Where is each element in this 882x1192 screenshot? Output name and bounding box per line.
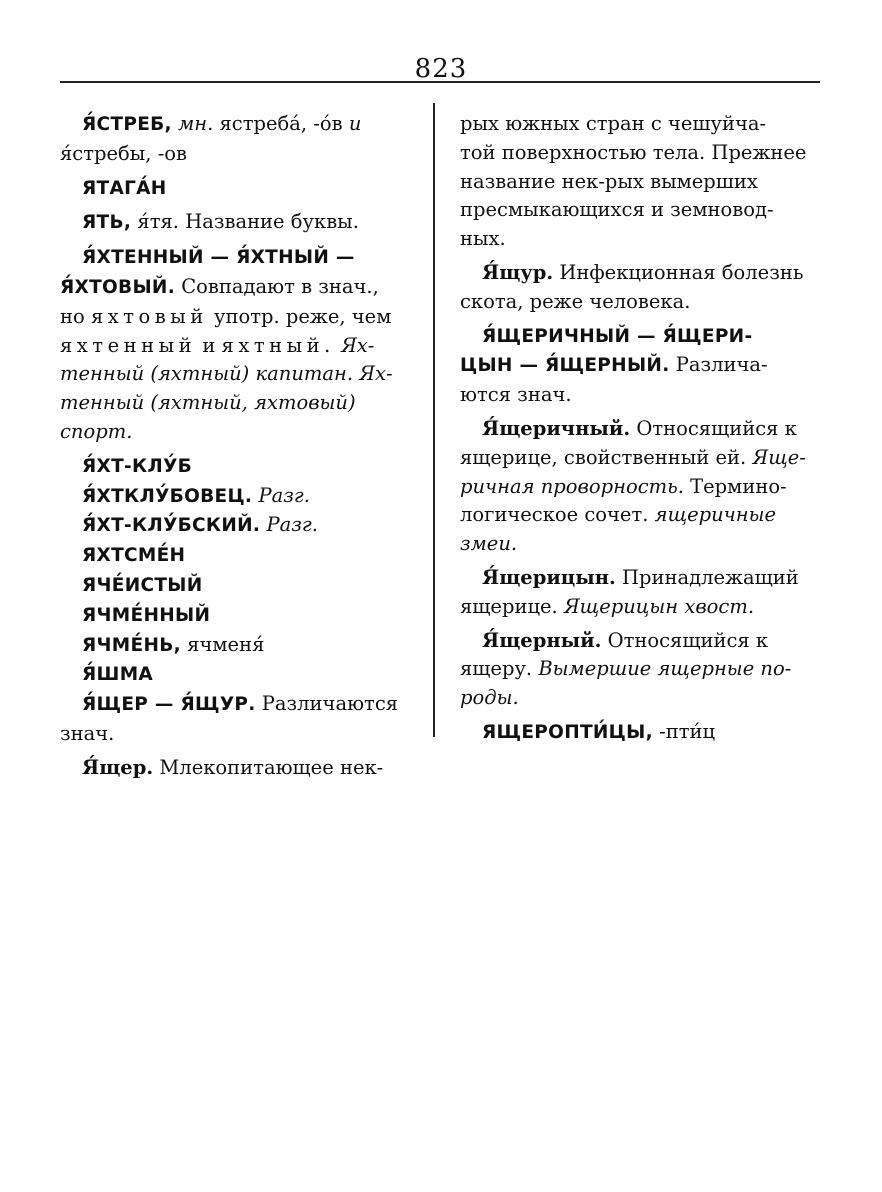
- headword: Я́щер.: [82, 755, 154, 779]
- entry-text: знач.: [60, 721, 115, 745]
- entry-text: Совпадают в знач.,: [181, 274, 379, 298]
- entry-text: Относящийся к: [636, 416, 797, 440]
- entry-yachmenny: [60, 601, 416, 631]
- entry-text: Млекопитающее нек-: [159, 755, 384, 779]
- example: ричная проворность.: [460, 474, 684, 498]
- example: Вымершие ящерные по-: [538, 657, 792, 681]
- entry-yakhtsmen: [60, 541, 416, 571]
- example: роды.: [460, 686, 519, 710]
- headword: Я́щур.: [482, 260, 554, 284]
- page-number: 823: [414, 54, 468, 84]
- headword: Я́щерицын.: [482, 565, 616, 589]
- entry-text: но: [60, 304, 85, 328]
- entry-text: -пти́ц: [659, 719, 716, 743]
- entry-yat: [60, 208, 416, 238]
- headword: Я́ХТЕННЫЙ — Я́ХТНЫЙ —: [82, 247, 355, 269]
- entry-yashcher: [60, 754, 416, 783]
- entry-text: и: [202, 333, 216, 357]
- entry-text: скота, реже человека.: [460, 289, 691, 313]
- headword: ЯЧМЕ́НЬ,: [82, 634, 181, 656]
- entry-yashcherichny-group: [460, 322, 820, 410]
- example: тенный: [60, 391, 145, 415]
- abbrev: Разг.: [266, 513, 318, 537]
- entry-yacheisty: [60, 571, 416, 601]
- headword: Я́ХТОВЫЙ.: [60, 276, 176, 298]
- headword: ЯХТСМЕ́Н: [82, 545, 186, 567]
- entry-text: ных.: [460, 227, 506, 251]
- entry-text: ящерице, свойственный ей.: [460, 445, 747, 469]
- entry-text: название нек-рых вымерших: [460, 169, 758, 193]
- entry-yakhtenny: [60, 243, 416, 447]
- entry-text: ячменя́: [187, 632, 265, 656]
- entry-yakhtklubovets: [60, 482, 416, 512]
- example: (яхтный, яхтовый): [150, 391, 356, 415]
- example: спорт.: [60, 419, 133, 443]
- entry-yatagan: [60, 174, 416, 204]
- headword: Я́ХТКЛУ́БОВЕЦ.: [82, 485, 253, 507]
- headword: ЯТАГА́Н: [82, 177, 167, 199]
- headword: ЦЫН — Я́ЩЕРНЫЙ.: [460, 355, 670, 377]
- entry-yashcheritsyn: [460, 564, 820, 622]
- entry-text: той поверхностью тела. Прежнее: [460, 140, 807, 164]
- conjunction: и: [348, 112, 362, 135]
- entry-yastreb: [60, 110, 416, 169]
- entry-text: я́стребы, -ов: [60, 141, 187, 165]
- headword: Я́ЩЕРИЧНЫЙ — Я́ЩЕРИ-: [482, 325, 753, 347]
- entry-text: я́тя. Название буквы.: [137, 210, 359, 234]
- entry-text: Принадлежащий: [622, 565, 799, 589]
- headword: Я́ХТ-КЛУ́БСКИЙ.: [82, 515, 261, 537]
- entry-text: Различа-: [675, 353, 768, 377]
- entry-yashchur: [460, 259, 820, 317]
- entry-yashcherichny: [460, 415, 820, 559]
- spaced-word: яхтовый: [90, 304, 208, 328]
- entry-yashcher-continued: [460, 110, 820, 254]
- entry-text: ящерице.: [460, 594, 558, 618]
- headword: ЯЧМЕ́ННЫЙ: [82, 604, 211, 626]
- left-column: [60, 110, 416, 783]
- entry-text: пресмыкающихся и земновод-: [460, 198, 774, 222]
- entry-yakht-klub: [60, 452, 416, 482]
- entry-text: ястреба́, -о́в: [219, 112, 343, 135]
- headword: ЯТЬ,: [82, 212, 132, 234]
- entry-text: Относящийся к: [607, 628, 769, 652]
- entry-text: употр. реже, чем: [213, 304, 392, 328]
- abbrev: мн.: [178, 112, 214, 135]
- abbrev: Разг.: [258, 483, 310, 507]
- headword: Я́щерный.: [482, 628, 602, 652]
- headword: ЯЩЕРОПТИ́ЦЫ,: [482, 721, 653, 743]
- entry-yashcheroptitsy: [460, 718, 820, 748]
- column-divider: [433, 103, 435, 737]
- headword: Я́ЩЕР — Я́ЩУР.: [82, 694, 256, 716]
- entry-text: Термино-: [690, 474, 787, 498]
- example: Яще-: [752, 445, 806, 469]
- example: Ящерицын хвост.: [563, 594, 755, 618]
- entry-yashcher-yashchur: [60, 690, 416, 749]
- spaced-word: яхтенный: [60, 333, 197, 357]
- spaced-word: яхтный.: [221, 333, 335, 357]
- entry-text: рых южных стран с чешуйча-: [460, 112, 767, 135]
- headword: Я́СТРЕБ,: [82, 114, 172, 135]
- headword: ЯЧЕ́ИСТЫЙ: [82, 574, 203, 596]
- headword: Я́ХТ-КЛУ́Б: [82, 455, 193, 477]
- entry-yashma: [60, 660, 416, 690]
- entry-text: ются знач.: [460, 383, 572, 407]
- example: тенный: [60, 362, 145, 386]
- headword: Я́щеричный.: [482, 416, 631, 440]
- example: (яхтный): [150, 362, 250, 386]
- entry-text: логическое сочет.: [460, 503, 649, 527]
- example: ящеричные: [654, 503, 777, 527]
- entry-yachmen: [60, 631, 416, 661]
- example: Ях-: [341, 333, 375, 357]
- example: капитан. Ях-: [255, 362, 393, 386]
- header-rule: [60, 81, 820, 83]
- entry-yakht-klubsky: [60, 511, 416, 541]
- entry-text: Различаются: [261, 692, 399, 716]
- headword: Я́ШМА: [82, 664, 154, 686]
- right-column: [460, 110, 820, 748]
- entry-yashcherny: [460, 627, 820, 713]
- example: змеи.: [460, 532, 518, 556]
- entry-text: Инфекционная болезнь: [559, 260, 804, 284]
- entry-text: ящеру.: [460, 657, 533, 681]
